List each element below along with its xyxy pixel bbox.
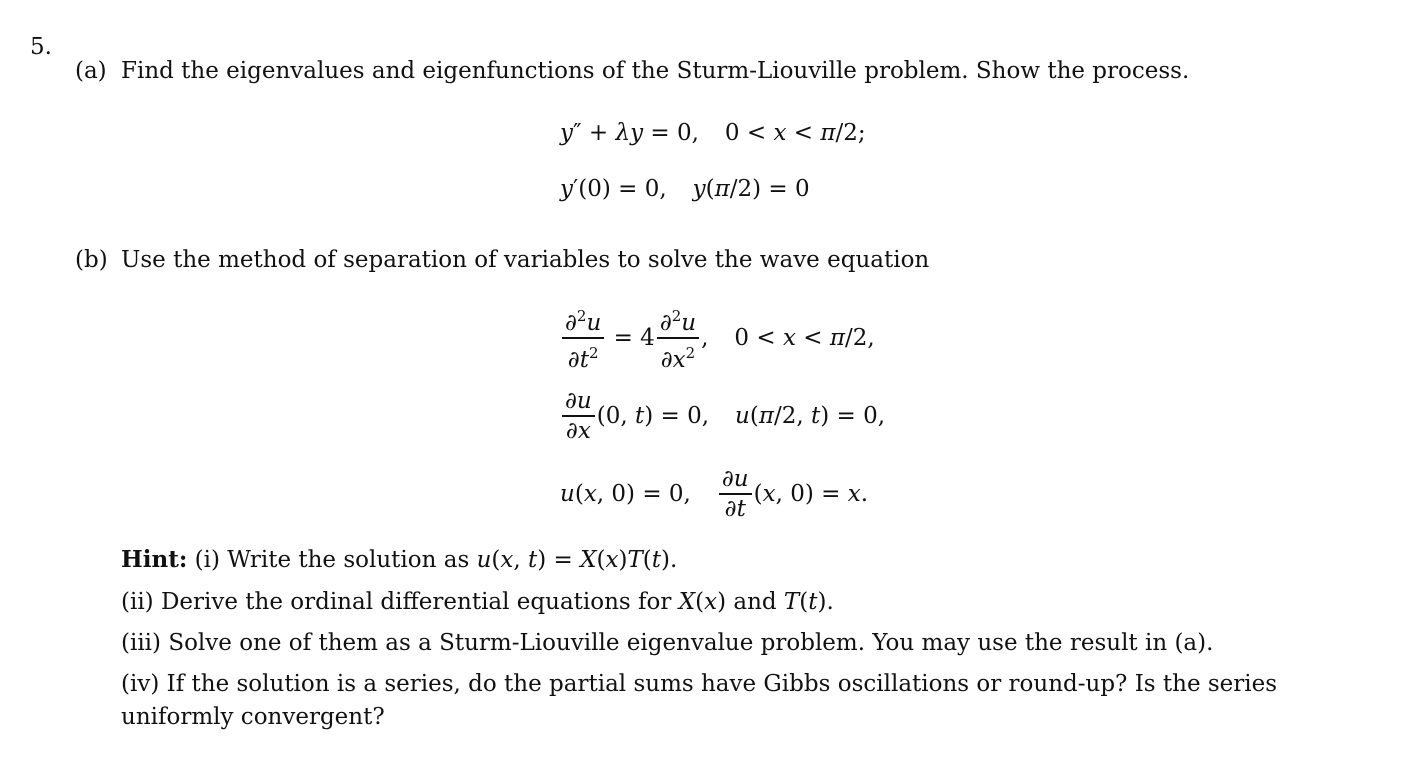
hint-line-3: (iii) Solve one of them as a Sturm-Liouville eigenvalue problem. You may use the result in (a).	[121, 630, 1214, 656]
hint-1-text: (i) Write the solution as	[194, 547, 470, 573]
hint-line-4: (iv) If the solution is a series, do the partial sums have Gibbs oscillations or round-up? Is the series	[121, 671, 1278, 697]
hint-2-period: .	[826, 589, 834, 615]
boundary-conditions-b: $\frac{\partial u}{\partial x}$ (0, t) = 0, u(π/2, t) = 0,	[560, 385, 885, 447]
hint-1-period: .	[670, 547, 678, 573]
hint-line-5: uniformly convergent?	[121, 704, 385, 730]
hint-2-and: and	[733, 589, 777, 615]
hint-line-1: Hint: (i) Write the solution as u(x, t) = X(x)T(t).	[121, 546, 678, 573]
part-a-label: (a)	[75, 58, 107, 84]
wave-equation: $\frac{\partial^2u}{\partial t^2}$ = 4 $\frac{\partial^2u}{\partial x^2}$ , 0 < x < π/2,	[560, 307, 875, 369]
part-b-text: Use the method of separation of variables to solve the wave equation	[121, 247, 930, 273]
part-b-label: (b)	[75, 247, 108, 273]
hint-line-2: (ii) Derive the ordinal differential equations for X(x) and T(t).	[121, 589, 834, 615]
initial-conditions: u(x, 0) = 0, $\frac{\partial u}{\partial t}$ (x, 0) = x.	[560, 466, 868, 522]
hint-label: Hint:	[121, 546, 188, 573]
boundary-conditions-a: y′(0) = 0, y(π/2) = 0	[560, 176, 810, 202]
part-a-text: Find the eigenvalues and eigenfunctions of the Sturm-Liouville problem. Show the process.	[121, 58, 1190, 84]
ode-equation: y″ + λy = 0, 0 < x < π/2;	[560, 120, 866, 146]
hint-2-text: (ii) Derive the ordinal differential equations for	[121, 589, 672, 615]
problem-number: 5.	[30, 34, 52, 60]
